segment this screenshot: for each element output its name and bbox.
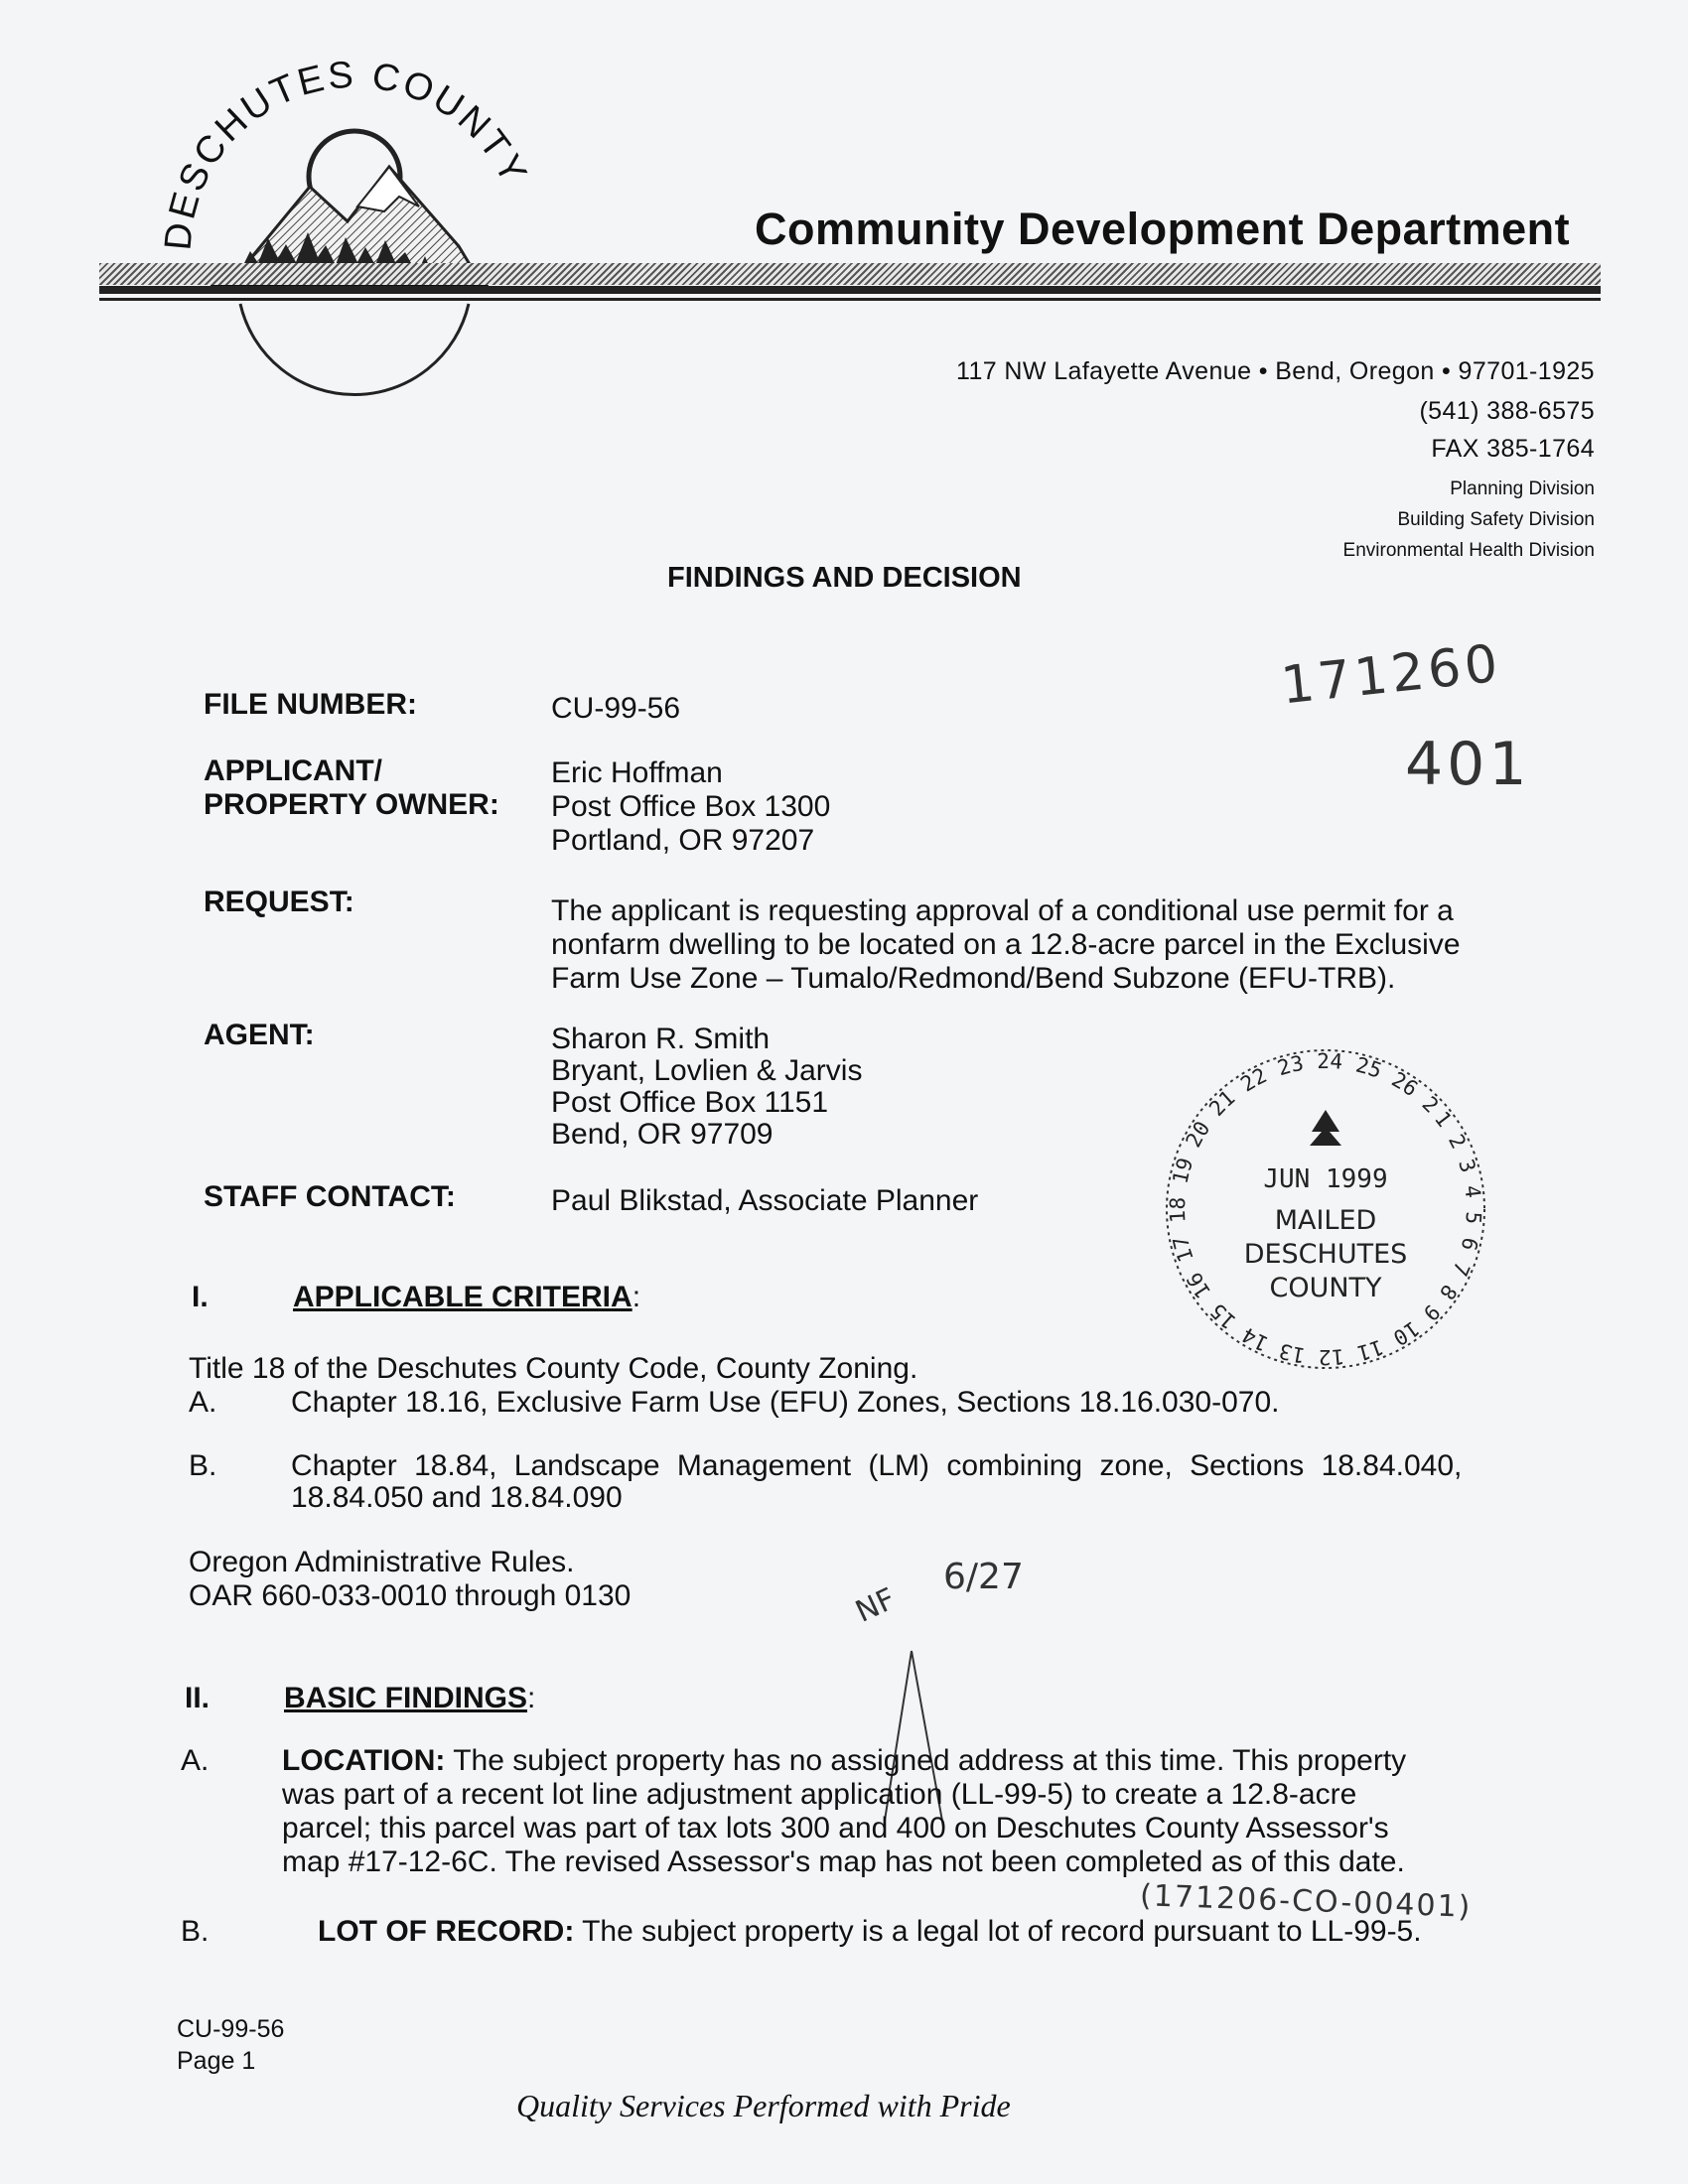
header-hatch-rule [99, 263, 1601, 285]
property-owner-label: PROPERTY OWNER: [204, 788, 499, 821]
logo-ring-text: DESCHUTES COUNTY [157, 54, 536, 252]
section-2-colon: : [527, 1682, 536, 1714]
section-1-heading: APPLICABLE CRITERIA [293, 1281, 633, 1313]
finding-b-text: The subject property is a legal lot of record pursuant to LL-99-5. [582, 1915, 1422, 1948]
mailed-stamp [1157, 1040, 1494, 1378]
handwritten-date: 6/27 [943, 1557, 1024, 1597]
criteria-b-text-2: 18.84.050 and 18.84.090 [291, 1481, 623, 1514]
handwritten-taxlot: (171206-CO-00401) [1139, 1878, 1473, 1925]
finding-a-line-1: The subject property has no assigned address at this time. This property [453, 1744, 1407, 1777]
footer-file-number: CU-99-56 [177, 2015, 285, 2043]
request-line-2: nonfarm dwelling to be located on a 12.8-acre parcel in the Exclusive [551, 928, 1461, 961]
section-1-colon: : [632, 1281, 641, 1313]
handwritten-lot-number: 401 [1405, 730, 1531, 799]
stamp-mailed: MAILED [1274, 1205, 1377, 1236]
department-title: Community Development Department [755, 204, 1571, 254]
file-number-label: FILE NUMBER: [204, 688, 417, 721]
section-1-number: I. [192, 1281, 209, 1313]
finding-a-line-4: map #17-12-6C. The revised Assessor's map has not been completed as of this date. [282, 1845, 1405, 1878]
agent-firm: Bryant, Lovlien & Jarvis [551, 1054, 863, 1087]
section-2-number: II. [185, 1682, 211, 1714]
handwritten-map-number: 171260 [1278, 633, 1505, 717]
finding-a-line-2: was part of a recent lot line adjustment application (LL-99-5) to create a 12.8-acre [282, 1778, 1357, 1811]
agent-address-1: Post Office Box 1151 [551, 1086, 829, 1119]
stamp-deschutes: DESCHUTES [1243, 1239, 1408, 1270]
criteria-b-letter: B. [189, 1449, 217, 1482]
stamp-date: JUN 1999 [1263, 1164, 1388, 1194]
division-planning: Planning Division [1450, 478, 1595, 499]
footer-page-number: Page 1 [177, 2047, 256, 2075]
applicant-label: APPLICANT/ [204, 754, 382, 787]
applicant-address-1: Post Office Box 1300 [551, 790, 831, 823]
file-number-value: CU-99-56 [551, 692, 681, 725]
phone-number: (541) 388-6575 [1419, 397, 1595, 425]
stamp-date-ring: 1 2 3 4 5 6 7 8 9 10 11 12 13 14 15 16 17 18 19 20 21 22 23 24 25 26 27 [1165, 1048, 1486, 1370]
agent-name: Sharon R. Smith [551, 1023, 771, 1055]
division-environmental-health: Environmental Health Division [1342, 540, 1595, 561]
title18-line: Title 18 of the Deschutes County Code, County Zoning. [189, 1352, 918, 1385]
finding-a-letter: A. [181, 1744, 210, 1777]
criteria-a-text: Chapter 18.16, Exclusive Farm Use (EFU) Zones, Sections 18.16.030-070. [291, 1386, 1280, 1419]
criteria-a-letter: A. [189, 1386, 217, 1419]
applicant-address-2: Portland, OR 97207 [551, 824, 815, 857]
finding-b-label: LOT OF RECORD: [318, 1915, 575, 1948]
footer-tagline: Quality Services Performed with Pride [516, 2088, 1011, 2123]
section-2-heading: BASIC FINDINGS [284, 1682, 528, 1714]
request-line-3: Farm Use Zone – Tumalo/Redmond/Bend Subzone (EFU-TRB). [551, 962, 1396, 995]
header-rule-thin [99, 298, 1601, 301]
division-building-safety: Building Safety Division [1397, 509, 1595, 530]
oar-heading: Oregon Administrative Rules. [189, 1546, 575, 1578]
document-title: FINDINGS AND DECISION [667, 562, 1022, 594]
oar-range: OAR 660-033-0010 through 0130 [189, 1579, 632, 1612]
finding-b-letter: B. [181, 1915, 210, 1948]
finding-a-line-3: parcel; this parcel was part of tax lots 300 and 400 on Deschutes County Assessor's [282, 1812, 1389, 1844]
agent-label: AGENT: [204, 1019, 315, 1051]
request-line-1: The applicant is requesting approval of a conditional use permit for a [551, 894, 1454, 927]
fax-number: FAX 385-1764 [1431, 435, 1595, 463]
staff-contact-value: Paul Blikstad, Associate Planner [551, 1184, 979, 1217]
criteria-b-text-1: Chapter 18.84, Landscape Management (LM) combining zone, Sections 18.84.040, [291, 1449, 1463, 1482]
agent-address-2: Bend, OR 97709 [551, 1118, 774, 1151]
finding-a-label: LOCATION: [282, 1744, 446, 1777]
header-rule [99, 286, 1601, 294]
applicant-name: Eric Hoffman [551, 756, 723, 789]
handwritten-initials: NF [850, 1581, 902, 1630]
stamp-county: COUNTY [1269, 1273, 1382, 1303]
staff-contact-label: STAFF CONTACT: [204, 1180, 456, 1213]
county-logo [91, 48, 608, 415]
request-label: REQUEST: [204, 886, 354, 918]
address-line: 117 NW Lafayette Avenue • Bend, Oregon • 97701-1925 [956, 357, 1595, 385]
